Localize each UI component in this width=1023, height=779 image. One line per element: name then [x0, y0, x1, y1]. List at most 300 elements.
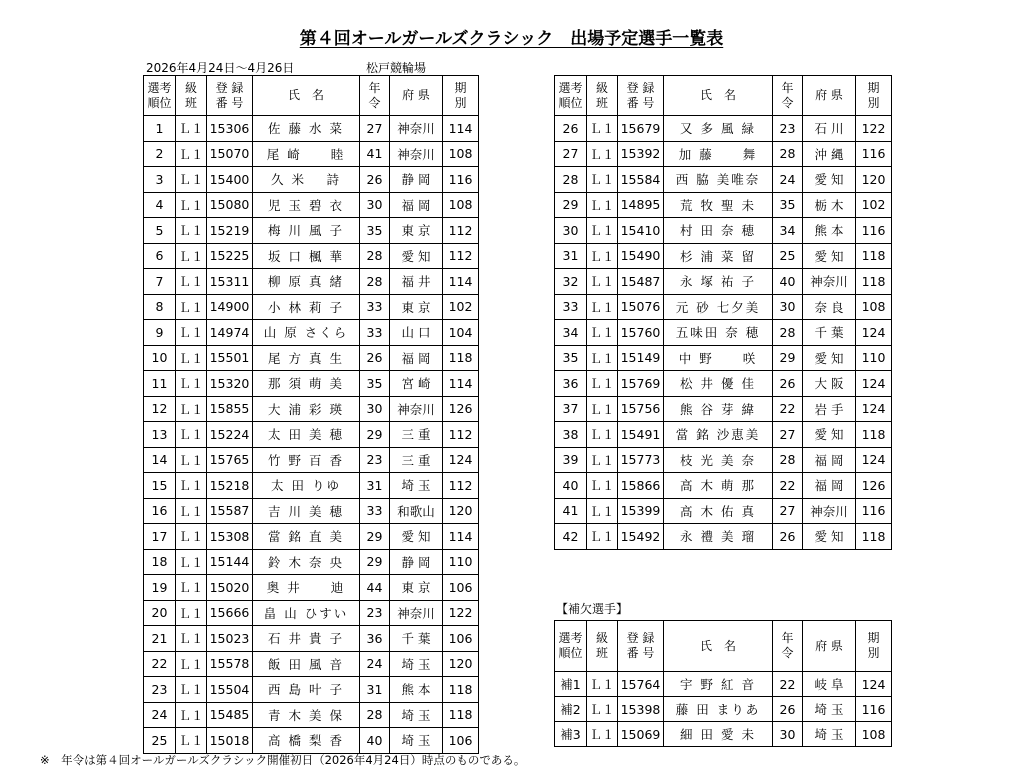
- cell-rank: 34: [555, 320, 587, 346]
- table-row: [144, 600, 479, 626]
- cell-class: Ｌ１: [176, 141, 207, 167]
- header-name: 氏 名: [664, 76, 773, 116]
- cell-reg: 15149: [618, 345, 664, 371]
- cell-pref: 熊 本: [803, 218, 856, 244]
- cell-age: 28: [360, 269, 390, 295]
- cell-rank: 5: [144, 218, 176, 244]
- cell-pref: 栃 木: [803, 192, 856, 218]
- cell-name: 杉 浦 菜 留: [664, 243, 773, 269]
- cell-term: 124: [856, 396, 892, 422]
- cell-pref: 愛 知: [803, 243, 856, 269]
- cell-pref: 静 岡: [390, 549, 443, 575]
- cell-age: 28: [773, 320, 803, 346]
- cell-age: 30: [360, 192, 390, 218]
- cell-class: Ｌ１: [176, 728, 207, 754]
- reserve-table: [554, 620, 892, 747]
- cell-pref: 埼 玉: [390, 473, 443, 499]
- cell-term: 112: [443, 243, 479, 269]
- cell-class: Ｌ１: [176, 243, 207, 269]
- cell-term: 108: [443, 192, 479, 218]
- cell-pref: 愛 知: [803, 422, 856, 448]
- table-row: [555, 722, 892, 747]
- table-row: [144, 626, 479, 652]
- header-reg: 登 録 番 号: [618, 76, 664, 116]
- cell-term: 122: [443, 600, 479, 626]
- cell-rank: 36: [555, 371, 587, 397]
- table-row: [144, 422, 479, 448]
- cell-pref: 埼 玉: [390, 651, 443, 677]
- cell-reg: 15490: [618, 243, 664, 269]
- cell-term: 110: [856, 345, 892, 371]
- cell-reg: 15504: [207, 677, 253, 703]
- cell-reg: 15485: [207, 702, 253, 728]
- cell-age: 24: [360, 651, 390, 677]
- cell-rank: 31: [555, 243, 587, 269]
- table-row: [144, 702, 479, 728]
- cell-age: 26: [773, 371, 803, 397]
- table-row: [144, 192, 479, 218]
- cell-reg: 15760: [618, 320, 664, 346]
- cell-class: Ｌ１: [176, 651, 207, 677]
- cell-pref: 三 重: [390, 422, 443, 448]
- cell-rank: 17: [144, 524, 176, 550]
- cell-name: 畠 山 ひすい: [253, 600, 360, 626]
- table-row: [555, 473, 892, 499]
- cell-pref: 沖 縄: [803, 141, 856, 167]
- cell-rank: 23: [144, 677, 176, 703]
- cell-reg: 15410: [618, 218, 664, 244]
- cell-reg: 15311: [207, 269, 253, 295]
- cell-name: 高 木 萌 那: [664, 473, 773, 499]
- cell-pref: 愛 知: [390, 524, 443, 550]
- cell-term: 114: [443, 524, 479, 550]
- cell-age: 27: [773, 498, 803, 524]
- table-row: [555, 167, 892, 193]
- header-name: 氏 名: [253, 76, 360, 116]
- cell-class: Ｌ１: [587, 320, 618, 346]
- cell-term: 116: [443, 167, 479, 193]
- header-term: 期 別: [443, 76, 479, 116]
- cell-rank: 39: [555, 447, 587, 473]
- cell-reg: 15769: [618, 371, 664, 397]
- cell-class: Ｌ１: [176, 575, 207, 601]
- cell-pref: 東 京: [390, 575, 443, 601]
- cell-pref: 福 岡: [390, 345, 443, 371]
- cell-pref: 埼 玉: [803, 722, 856, 747]
- cell-name: 中 野 咲: [664, 345, 773, 371]
- cell-rank: 19: [144, 575, 176, 601]
- cell-term: 122: [856, 116, 892, 142]
- cell-name: 細 田 愛 未: [664, 722, 773, 747]
- cell-age: 44: [360, 575, 390, 601]
- cell-rank: 40: [555, 473, 587, 499]
- cell-name: 太 田 りゆ: [253, 473, 360, 499]
- cell-class: Ｌ１: [176, 626, 207, 652]
- cell-term: 124: [856, 320, 892, 346]
- cell-pref: 埼 玉: [390, 702, 443, 728]
- cell-pref: 神奈川: [390, 600, 443, 626]
- table-row: [144, 345, 479, 371]
- table-header: [144, 76, 479, 116]
- cell-class: Ｌ１: [587, 345, 618, 371]
- cell-age: 34: [773, 218, 803, 244]
- cell-reg: 15666: [207, 600, 253, 626]
- header-age: 年 令: [773, 76, 803, 116]
- cell-pref: 東 京: [390, 294, 443, 320]
- cell-reg: 15584: [618, 167, 664, 193]
- cell-rank: 15: [144, 473, 176, 499]
- cell-term: 120: [856, 167, 892, 193]
- cell-class: Ｌ１: [176, 524, 207, 550]
- cell-age: 28: [360, 243, 390, 269]
- table-row: [555, 498, 892, 524]
- cell-rank: 11: [144, 371, 176, 397]
- cell-class: Ｌ１: [587, 498, 618, 524]
- cell-age: 22: [773, 473, 803, 499]
- cell-term: 118: [856, 422, 892, 448]
- cell-reg: 15224: [207, 422, 253, 448]
- cell-pref: 愛 知: [803, 167, 856, 193]
- cell-rank: 25: [144, 728, 176, 754]
- cell-term: 108: [443, 141, 479, 167]
- cell-term: 112: [443, 218, 479, 244]
- cell-age: 29: [773, 345, 803, 371]
- cell-term: 126: [856, 473, 892, 499]
- cell-class: Ｌ１: [176, 192, 207, 218]
- cell-rank: 38: [555, 422, 587, 448]
- cell-pref: 石 川: [803, 116, 856, 142]
- cell-pref: 山 口: [390, 320, 443, 346]
- cell-age: 29: [360, 422, 390, 448]
- table-row: [555, 422, 892, 448]
- table-row: [555, 672, 892, 697]
- cell-class: Ｌ１: [587, 218, 618, 244]
- cell-rank: 補1: [555, 672, 587, 697]
- header-rank: 選考 順位: [555, 621, 587, 672]
- cell-rank: 29: [555, 192, 587, 218]
- cell-term: 120: [443, 651, 479, 677]
- cell-class: Ｌ１: [176, 269, 207, 295]
- cell-term: 106: [443, 626, 479, 652]
- cell-name: 吉 川 美 穂: [253, 498, 360, 524]
- cell-rank: 20: [144, 600, 176, 626]
- cell-class: Ｌ１: [176, 447, 207, 473]
- footnote: ※ 年令は第４回オールガールズクラシック開催初日（2026年4月24日）時点のものである。: [40, 753, 526, 767]
- cell-name: 那 須 萌 美: [253, 371, 360, 397]
- cell-age: 26: [360, 345, 390, 371]
- cell-reg: 15587: [207, 498, 253, 524]
- cell-name: 高 橋 梨 香: [253, 728, 360, 754]
- cell-term: 114: [443, 116, 479, 142]
- cell-age: 26: [773, 697, 803, 722]
- table-row: [144, 396, 479, 422]
- cell-name: 小 林 莉 子: [253, 294, 360, 320]
- table-row: [144, 473, 479, 499]
- cell-name: 久 米 詩: [253, 167, 360, 193]
- table-row: [555, 192, 892, 218]
- cell-rank: 8: [144, 294, 176, 320]
- cell-reg: 15679: [618, 116, 664, 142]
- cell-class: Ｌ１: [587, 722, 618, 747]
- cell-reg: 15020: [207, 575, 253, 601]
- cell-name: 竹 野 百 香: [253, 447, 360, 473]
- cell-age: 40: [360, 728, 390, 754]
- header-age: 年 令: [773, 621, 803, 672]
- table-row: [555, 116, 892, 142]
- cell-name: 飯 田 風 音: [253, 651, 360, 677]
- cell-name: 宇 野 紅 音: [664, 672, 773, 697]
- table-header: [555, 76, 892, 116]
- cell-rank: 補2: [555, 697, 587, 722]
- cell-pref: 神奈川: [803, 269, 856, 295]
- cell-age: 23: [773, 116, 803, 142]
- cell-age: 28: [773, 141, 803, 167]
- cell-age: 30: [773, 294, 803, 320]
- cell-age: 33: [360, 498, 390, 524]
- cell-name: 當 銘 沙恵美: [664, 422, 773, 448]
- cell-name: 柳 原 真 緒: [253, 269, 360, 295]
- cell-term: 118: [443, 677, 479, 703]
- header-rank: 選考 順位: [555, 76, 587, 116]
- venue: 松戸競輪場: [366, 61, 427, 75]
- cell-term: 108: [856, 722, 892, 747]
- cell-pref: 福 岡: [390, 192, 443, 218]
- cell-name: 加 藤 舞: [664, 141, 773, 167]
- table-row: [555, 218, 892, 244]
- header-pref: 府 県: [803, 76, 856, 116]
- table-row: [144, 549, 479, 575]
- cell-term: 112: [443, 473, 479, 499]
- cell-class: Ｌ１: [587, 422, 618, 448]
- header-class: 級 班: [587, 76, 618, 116]
- cell-rank: 37: [555, 396, 587, 422]
- cell-term: 106: [443, 575, 479, 601]
- cell-name: 児 玉 碧 衣: [253, 192, 360, 218]
- table-row: [555, 697, 892, 722]
- cell-age: 40: [773, 269, 803, 295]
- cell-term: 118: [856, 524, 892, 550]
- cell-term: 116: [856, 218, 892, 244]
- cell-pref: 千 葉: [803, 320, 856, 346]
- cell-reg: 15399: [618, 498, 664, 524]
- cell-pref: 三 重: [390, 447, 443, 473]
- cell-rank: 41: [555, 498, 587, 524]
- cell-term: 124: [443, 447, 479, 473]
- cell-term: 124: [856, 447, 892, 473]
- cell-rank: 32: [555, 269, 587, 295]
- cell-pref: 埼 玉: [390, 728, 443, 754]
- cell-rank: 35: [555, 345, 587, 371]
- table-row: [144, 371, 479, 397]
- cell-term: 114: [443, 371, 479, 397]
- cell-rank: 26: [555, 116, 587, 142]
- cell-name: 石 井 貴 子: [253, 626, 360, 652]
- cell-age: 26: [773, 524, 803, 550]
- cell-class: Ｌ１: [176, 600, 207, 626]
- cell-pref: 大 阪: [803, 371, 856, 397]
- cell-age: 27: [360, 116, 390, 142]
- cell-reg: 15487: [618, 269, 664, 295]
- table-row: [144, 116, 479, 142]
- cell-term: 118: [443, 702, 479, 728]
- date-range: 2026年4月24日～4月26日: [146, 61, 295, 75]
- table-row: [144, 498, 479, 524]
- table-row: [555, 371, 892, 397]
- cell-age: 29: [360, 549, 390, 575]
- cell-term: 112: [443, 422, 479, 448]
- cell-age: 35: [360, 218, 390, 244]
- page-title: 第４回オールガールズクラシック 出場予定選手一覧表: [299, 29, 724, 49]
- cell-pref: 熊 本: [390, 677, 443, 703]
- cell-name: 當 銘 直 美: [253, 524, 360, 550]
- cell-class: Ｌ１: [587, 269, 618, 295]
- cell-class: Ｌ１: [587, 473, 618, 499]
- cell-age: 26: [360, 167, 390, 193]
- cell-class: Ｌ１: [587, 396, 618, 422]
- cell-class: Ｌ１: [587, 447, 618, 473]
- header-term: 期 別: [856, 621, 892, 672]
- table-row: [555, 396, 892, 422]
- cell-term: 126: [443, 396, 479, 422]
- table-row: [144, 218, 479, 244]
- cell-reg: 15023: [207, 626, 253, 652]
- cell-rank: 27: [555, 141, 587, 167]
- cell-rank: 28: [555, 167, 587, 193]
- cell-reg: 15306: [207, 116, 253, 142]
- cell-pref: 神奈川: [803, 498, 856, 524]
- table-row: [144, 677, 479, 703]
- cell-name: 坂 口 楓 華: [253, 243, 360, 269]
- table-row: [144, 575, 479, 601]
- cell-class: Ｌ１: [176, 116, 207, 142]
- cell-rank: 14: [144, 447, 176, 473]
- cell-reg: 15855: [207, 396, 253, 422]
- cell-term: 124: [856, 672, 892, 697]
- cell-name: 山 原 さくら: [253, 320, 360, 346]
- cell-reg: 15578: [207, 651, 253, 677]
- cell-age: 22: [773, 672, 803, 697]
- cell-pref: 福 井: [390, 269, 443, 295]
- cell-reg: 15392: [618, 141, 664, 167]
- cell-reg: 15076: [618, 294, 664, 320]
- cell-class: Ｌ１: [176, 702, 207, 728]
- cell-term: 102: [856, 192, 892, 218]
- table-row: [144, 243, 479, 269]
- cell-class: Ｌ１: [587, 192, 618, 218]
- cell-reg: 15308: [207, 524, 253, 550]
- cell-term: 114: [443, 269, 479, 295]
- cell-class: Ｌ１: [176, 294, 207, 320]
- cell-age: 41: [360, 141, 390, 167]
- cell-age: 31: [360, 677, 390, 703]
- cell-name: 大 浦 彩 瑛: [253, 396, 360, 422]
- cell-class: Ｌ１: [587, 243, 618, 269]
- cell-term: 116: [856, 697, 892, 722]
- cell-age: 33: [360, 320, 390, 346]
- cell-reg: 15144: [207, 549, 253, 575]
- table-row: [144, 524, 479, 550]
- cell-name: 松 井 優 佳: [664, 371, 773, 397]
- cell-rank: 21: [144, 626, 176, 652]
- cell-reg: 15492: [618, 524, 664, 550]
- cell-class: Ｌ１: [587, 672, 618, 697]
- cell-name: 熊 谷 芽 緯: [664, 396, 773, 422]
- header-pref: 府 県: [390, 76, 443, 116]
- header-pref: 府 県: [803, 621, 856, 672]
- cell-pref: 神奈川: [390, 116, 443, 142]
- cell-pref: 埼 玉: [803, 697, 856, 722]
- cell-reg: 15080: [207, 192, 253, 218]
- cell-age: 23: [360, 447, 390, 473]
- cell-pref: 愛 知: [803, 524, 856, 550]
- cell-term: 120: [443, 498, 479, 524]
- cell-name: 又 多 風 緑: [664, 116, 773, 142]
- cell-reg: 15773: [618, 447, 664, 473]
- cell-rank: 42: [555, 524, 587, 550]
- cell-term: 106: [443, 728, 479, 754]
- cell-age: 22: [773, 396, 803, 422]
- cell-reg: 15764: [618, 672, 664, 697]
- header-name: 氏 名: [664, 621, 773, 672]
- cell-pref: 愛 知: [803, 345, 856, 371]
- cell-pref: 静 岡: [390, 167, 443, 193]
- cell-name: 奥 井 迪: [253, 575, 360, 601]
- cell-class: Ｌ１: [176, 422, 207, 448]
- table-row: [144, 651, 479, 677]
- cell-name: 西 島 叶 子: [253, 677, 360, 703]
- cell-reg: 14974: [207, 320, 253, 346]
- cell-age: 31: [360, 473, 390, 499]
- cell-class: Ｌ１: [587, 524, 618, 550]
- reserve-heading: 【補欠選手】: [556, 602, 629, 616]
- cell-term: 124: [856, 371, 892, 397]
- cell-name: 青 木 美 保: [253, 702, 360, 728]
- cell-name: 村 田 奈 穂: [664, 218, 773, 244]
- cell-class: Ｌ１: [176, 396, 207, 422]
- cell-rank: 4: [144, 192, 176, 218]
- cell-name: 永 塚 祐 子: [664, 269, 773, 295]
- table-row: [144, 141, 479, 167]
- cell-rank: 6: [144, 243, 176, 269]
- header-term: 期 別: [856, 76, 892, 116]
- cell-reg: 15756: [618, 396, 664, 422]
- cell-rank: 補3: [555, 722, 587, 747]
- cell-name: 元 砂 七夕美: [664, 294, 773, 320]
- cell-class: Ｌ１: [587, 167, 618, 193]
- cell-reg: 14900: [207, 294, 253, 320]
- entry-table-right: [554, 75, 892, 550]
- header-reg: 登 録 番 号: [618, 621, 664, 672]
- cell-name: 五味田 奈 穂: [664, 320, 773, 346]
- cell-rank: 18: [144, 549, 176, 575]
- table-row: [144, 320, 479, 346]
- table-row: [555, 447, 892, 473]
- cell-age: 35: [773, 192, 803, 218]
- cell-age: 30: [773, 722, 803, 747]
- cell-name: 藤 田 まりあ: [664, 697, 773, 722]
- cell-class: Ｌ１: [587, 294, 618, 320]
- cell-class: Ｌ１: [176, 498, 207, 524]
- cell-term: 118: [856, 243, 892, 269]
- table-row: [555, 294, 892, 320]
- cell-name: 尾 方 真 生: [253, 345, 360, 371]
- cell-age: 29: [360, 524, 390, 550]
- cell-rank: 13: [144, 422, 176, 448]
- cell-class: Ｌ１: [176, 549, 207, 575]
- table-header: [555, 621, 892, 672]
- cell-rank: 3: [144, 167, 176, 193]
- cell-reg: 15070: [207, 141, 253, 167]
